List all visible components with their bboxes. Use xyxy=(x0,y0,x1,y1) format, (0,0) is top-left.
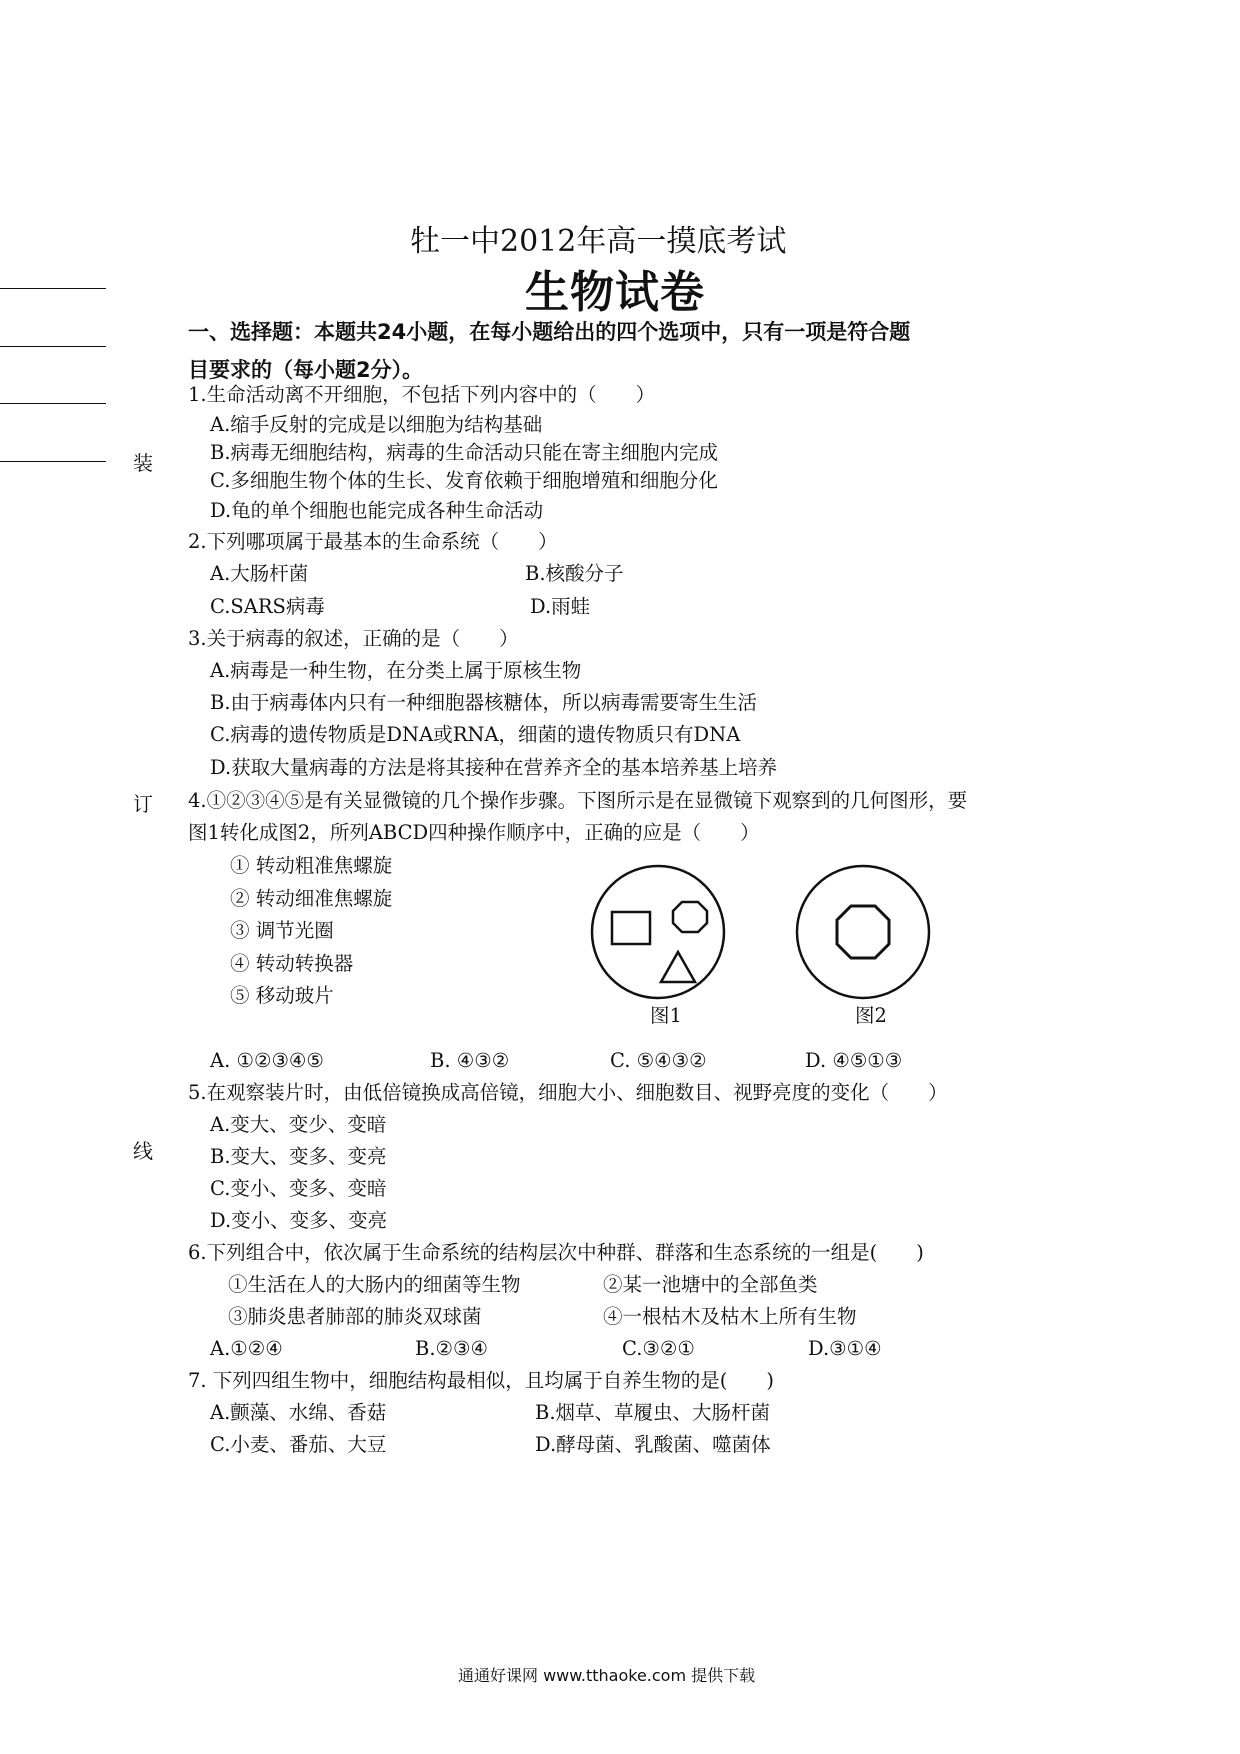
figure-1-octagon xyxy=(673,902,707,932)
section-heading-line2: 目要求的（每小题2分）。 xyxy=(188,358,424,382)
question-7-stem: 7. 下列四组生物中，细胞结构最相似，且均属于自养生物的是( ) xyxy=(188,1369,775,1392)
question-3-option-c: C.病毒的遗传物质是DNA或RNA，细菌的遗传物质只有DNA xyxy=(210,723,741,746)
question-5-option-a: A.变大、变少、变暗 xyxy=(210,1113,387,1136)
question-6-item-1: ①生活在人的大肠内的细菌等生物 xyxy=(228,1273,521,1296)
footer-credit: 通通好课网 www.tthaoke.com 提供下载 xyxy=(458,1666,756,1685)
question-2-option-a: A.大肠杆菌 xyxy=(210,562,309,585)
question-4-step-3: ③ 调节光圈 xyxy=(230,919,334,942)
figure-1-triangle xyxy=(661,952,695,982)
binding-mark-xian: 线 xyxy=(133,1139,153,1163)
question-6-item-3: ③肺炎患者肺部的肺炎双球菌 xyxy=(228,1305,482,1328)
exam-title: 牡一中2012年高一摸底考试 xyxy=(410,224,787,259)
margin-rule xyxy=(0,288,106,289)
question-2-option-b: B.核酸分子 xyxy=(525,562,624,585)
question-6-item-4: ④一根枯木及枯木上所有生物 xyxy=(603,1305,857,1328)
question-1-option-d: D.龟的单个细胞也能完成各种生命活动 xyxy=(210,499,544,522)
question-5-option-d: D.变小、变多、变亮 xyxy=(210,1209,388,1232)
question-6-option-c: C.③②① xyxy=(622,1337,695,1360)
question-6-option-d: D.③①④ xyxy=(808,1337,882,1360)
question-5-stem: 5.在观察装片时，由低倍镜换成高倍镜，细胞大小、细胞数目、视野亮度的变化（ ） xyxy=(188,1081,948,1104)
question-4-option-a: A. ①②③④⑤ xyxy=(210,1049,324,1072)
figure-2-field-of-view xyxy=(797,866,929,998)
margin-rule xyxy=(0,346,106,347)
question-1-option-a: A.缩手反射的完成是以细胞为结构基础 xyxy=(210,413,543,436)
question-7-option-b: B.烟草、草履虫、大肠杆菌 xyxy=(535,1401,771,1424)
margin-rule xyxy=(0,461,106,462)
question-1-option-b: B.病毒无细胞结构，病毒的生命活动只能在寄主细胞内完成 xyxy=(210,441,719,464)
question-6-stem: 6.下列组合中，依次属于生命系统的结构层次中种群、群落和生态系统的一组是( ) xyxy=(188,1241,924,1264)
question-3-stem: 3.关于病毒的叙述，正确的是（ ） xyxy=(188,627,519,650)
question-1-option-c: C.多细胞生物个体的生长、发育依赖于细胞增殖和细胞分化 xyxy=(210,469,718,492)
question-4-stem-line1: 4.①②③④⑤是有关显微镜的几个操作步骤。下图所示是在显微镜下观察到的几何图形，要 xyxy=(188,789,968,812)
microscope-figures xyxy=(590,860,950,1040)
figure-1-label: 图1 xyxy=(650,1004,682,1027)
question-2-option-c: C.SARS病毒 xyxy=(210,595,325,618)
figure-1-square xyxy=(612,912,650,944)
question-6-option-a: A.①②④ xyxy=(210,1337,283,1360)
question-7-option-d: D.酵母菌、乳酸菌、噬菌体 xyxy=(535,1433,771,1456)
question-3-option-b: B.由于病毒体内只有一种细胞器核糖体，所以病毒需要寄生生活 xyxy=(210,691,758,714)
figure-2-octagon xyxy=(837,906,889,958)
question-1-stem: 1.生命活动离不开细胞，不包括下列内容中的（ ） xyxy=(188,383,656,406)
binding-mark-zhuang: 装 xyxy=(133,451,153,475)
question-4-option-d: D. ④⑤①③ xyxy=(805,1049,903,1072)
question-4-stem-line2: 图1转化成图2，所列ABCD四种操作顺序中，正确的应是（ ） xyxy=(188,821,760,844)
section-heading-line1: 一、选择题：本题共24小题，在每小题给出的四个选项中，只有一项是符合题 xyxy=(188,320,911,344)
question-2-stem: 2.下列哪项属于最基本的生命系统（ ） xyxy=(188,530,558,553)
question-4-step-1: ① 转动粗准焦螺旋 xyxy=(230,854,393,877)
question-5-option-c: C.变小、变多、变暗 xyxy=(210,1177,387,1200)
question-5-option-b: B.变大、变多、变亮 xyxy=(210,1145,387,1168)
question-4-option-c: C. ⑤④③② xyxy=(610,1049,707,1072)
question-4-step-2: ② 转动细准焦螺旋 xyxy=(230,887,393,910)
margin-rule xyxy=(0,403,106,404)
question-4-step-4: ④ 转动转换器 xyxy=(230,952,354,975)
subject-title: 生物试卷 xyxy=(525,267,705,318)
figure-2-label: 图2 xyxy=(855,1004,887,1027)
question-6-item-2: ②某一池塘中的全部鱼类 xyxy=(603,1273,818,1296)
question-7-option-a: A.颤藻、水绵、香菇 xyxy=(210,1401,387,1424)
question-3-option-a: A.病毒是一种生物，在分类上属于原核生物 xyxy=(210,659,582,682)
question-7-option-c: C.小麦、番茄、大豆 xyxy=(210,1433,387,1456)
question-4-option-b: B. ④③② xyxy=(430,1049,510,1072)
question-3-option-d: D.获取大量病毒的方法是将其接种在营养齐全的基本培养基上培养 xyxy=(210,756,778,779)
question-6-option-b: B.②③④ xyxy=(415,1337,488,1360)
question-2-option-d: D.雨蛙 xyxy=(530,595,591,618)
question-4-step-5: ⑤ 移动玻片 xyxy=(230,984,334,1007)
binding-mark-ding: 订 xyxy=(133,792,153,816)
